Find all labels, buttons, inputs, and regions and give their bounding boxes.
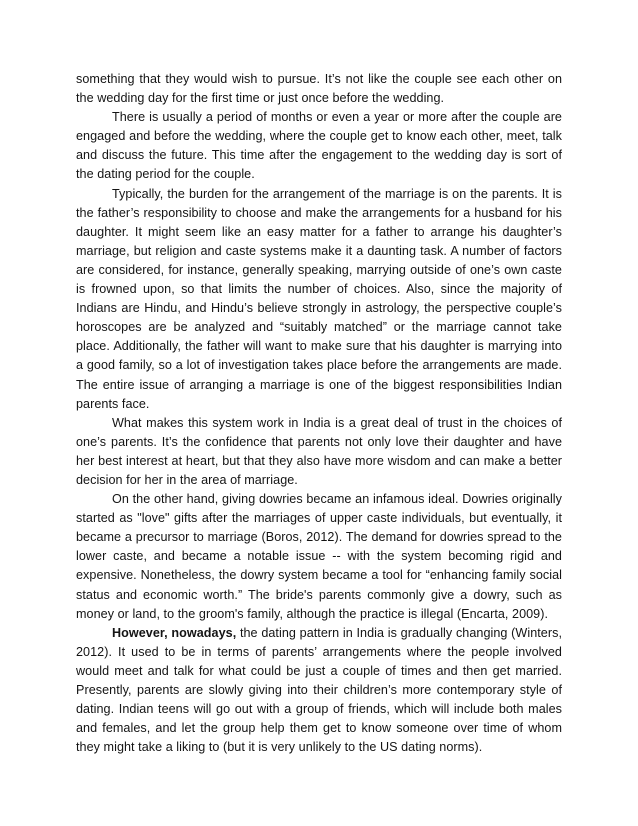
paragraph-6-bold-lead: However, nowadays, xyxy=(112,625,237,640)
paragraph-1-text: something that they would wish to pursue. It’s not like the couple see each other on the wedding day for the first time or just once before the wedding. xyxy=(76,72,562,106)
paragraph-3-text: Typically, the burden for the arrangement of the marriage is on the parents. It is the father’s responsibility to choose and make the arrangements for a husband for his daughter. It might seem like an easy matter for a father to arrange his daughter’s marriage, but religion and caste systems make it a daunting task. A number of factors are considered, for instance, generally speaking, marrying outside of one’s own caste is frowned upon, so that limits the number of choices. Also, since the majority of Indians are Hindu, and Hindu’s believe strongly in astrology, the perspective couple’s horoscopes are be analyzed and “suitably matched” or the marriage cannot take place. Additionally, the father will want to make sure that his daughter is marrying into a good family, so a lot of investigation takes place before the arrangements are made. The entire issue of arranging a marriage is one of the biggest responsibilities Indian parents face. xyxy=(76,186,562,411)
paragraph-6-text: the dating pattern in India is gradually changing (Winters, 2012). It used to be in terms of parents’ arrangements where the people involved would meet and talk for what could be just a couple of times and then get married. Presently, parents are slowly giving into their children’s more contemporary style of dating. Indian teens will go out with a group of friends, which will include both males and females, and let the group help them get to know someone over time of whom they might take a liking to (but it is very unlikely to the US dating norms). xyxy=(76,625,562,755)
paragraph-4 xyxy=(76,414,562,490)
paragraph-3 xyxy=(76,185,562,414)
paragraph-5 xyxy=(76,490,562,624)
paragraph-2 xyxy=(76,108,562,184)
paragraph-4-text: What makes this system work in India is a great deal of trust in the choices of one’s parents. It’s the confidence that parents not only love their daughter and have her best interest at heart, but that they also have more wisdom and can make a better decision for her in the area of marriage. xyxy=(76,415,562,487)
document-page xyxy=(76,70,562,757)
paragraph-5-text: On the other hand, giving dowries became an infamous ideal. Dowries originally started as "love" gifts after the marriages of upper caste individuals, but eventually, it became a precursor to marriage (Boros, 2012). The demand for dowries spread to the lower caste, and became a notable issue -- with the system becoming rigid and expensive. Nonetheless, the dowry system became a tool for “enhancing family social status and economic worth.” The bride's parents commonly give a dowry, such as money or land, to the groom's family, although the practice is illegal (Encarta, 2009). xyxy=(76,492,562,621)
paragraph-1 xyxy=(76,70,562,108)
paragraph-6 xyxy=(76,624,562,758)
paragraph-2-text: There is usually a period of months or even a year or more after the couple are engaged and before the wedding, where the couple get to know each other, meet, talk and discuss the future. This time after the engagement to the wedding day is sort of the dating period for the couple. xyxy=(76,110,562,182)
